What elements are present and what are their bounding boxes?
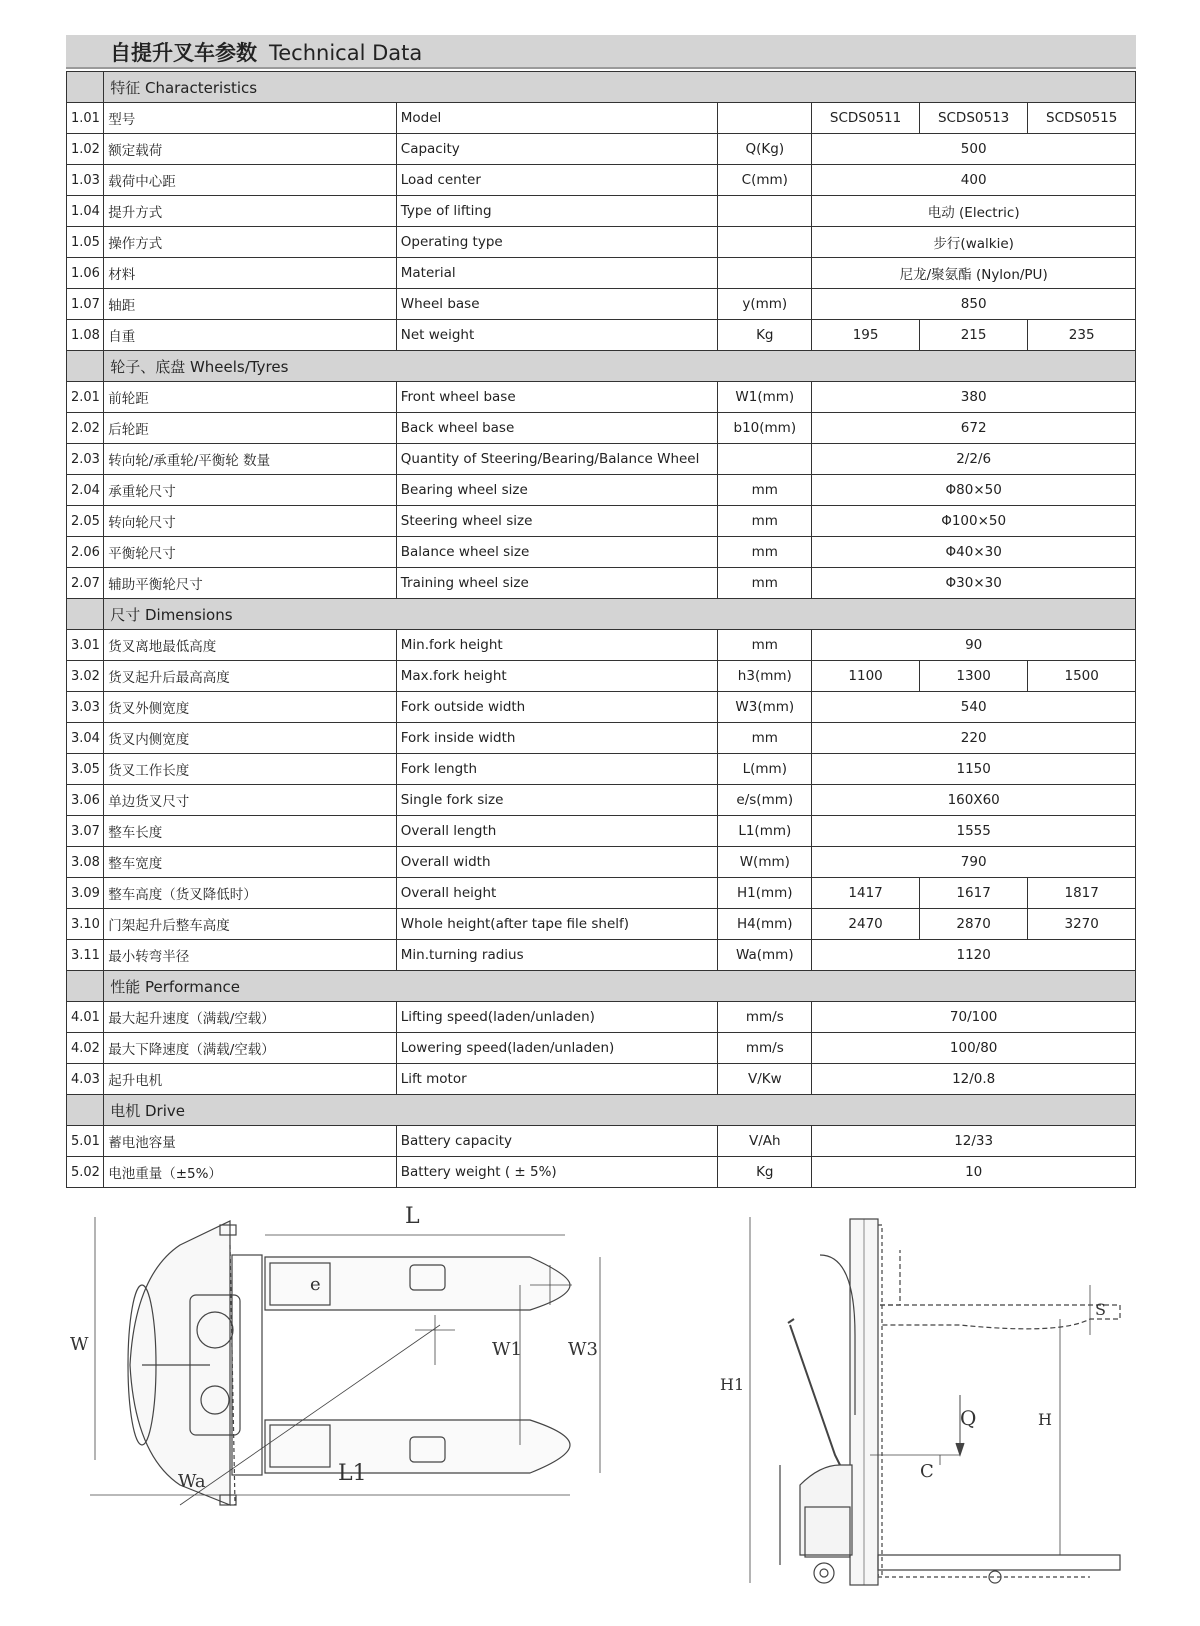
- param-name-en: Operating type: [396, 227, 718, 258]
- table-row: [67, 692, 1136, 723]
- table-row: [67, 909, 1136, 940]
- table-row: [67, 1157, 1136, 1188]
- param-value: 540: [812, 692, 1136, 723]
- param-unit: Kg: [718, 1157, 812, 1188]
- row-number: 2.07: [67, 568, 104, 599]
- param-unit: mm: [718, 475, 812, 506]
- param-value: SCDS0511: [812, 103, 920, 134]
- param-value: 195: [812, 320, 920, 351]
- dim-label-W1: W1: [492, 1339, 522, 1360]
- table-row: [67, 475, 1136, 506]
- param-unit: Kg: [718, 320, 812, 351]
- param-name-cn: 单边货叉尺寸: [104, 785, 397, 816]
- param-unit: mm/s: [718, 1002, 812, 1033]
- row-number: 3.03: [67, 692, 104, 723]
- dim-label-Wa: Wa: [178, 1471, 206, 1492]
- row-number: 1.07: [67, 289, 104, 320]
- top-view-drawing: [60, 1205, 620, 1535]
- dim-label-W3: W3: [568, 1339, 598, 1360]
- param-value: 1817: [1028, 878, 1136, 909]
- table-row: [67, 754, 1136, 785]
- param-name-cn: 操作方式: [104, 227, 397, 258]
- param-unit: C(mm): [718, 165, 812, 196]
- param-unit: [718, 444, 812, 475]
- param-unit: H4(mm): [718, 909, 812, 940]
- param-name-cn: 前轮距: [104, 382, 397, 413]
- row-number: 3.01: [67, 630, 104, 661]
- table-row: [67, 878, 1136, 909]
- param-value: 1555: [812, 816, 1136, 847]
- param-name-en: Overall height: [396, 878, 718, 909]
- param-value: 12/33: [812, 1126, 1136, 1157]
- param-name-cn: 货叉内侧宽度: [104, 723, 397, 754]
- param-unit: b10(mm): [718, 413, 812, 444]
- param-name-en: Capacity: [396, 134, 718, 165]
- dim-label-C: C: [920, 1461, 934, 1482]
- param-value: 2/2/6: [812, 444, 1136, 475]
- row-number: 1.01: [67, 103, 104, 134]
- param-name-en: Balance wheel size: [396, 537, 718, 568]
- dim-label-H1: H1: [720, 1375, 745, 1394]
- param-name-cn: 载荷中心距: [104, 165, 397, 196]
- param-unit: [718, 103, 812, 134]
- param-value: 70/100: [812, 1002, 1136, 1033]
- param-name-en: Min.turning radius: [396, 940, 718, 971]
- param-name-cn: 材料: [104, 258, 397, 289]
- param-name-en: Min.fork height: [396, 630, 718, 661]
- param-unit: mm: [718, 723, 812, 754]
- param-name-en: Steering wheel size: [396, 506, 718, 537]
- table-row: [67, 1033, 1136, 1064]
- param-value: 电动 (Electric): [812, 196, 1136, 227]
- title-cn: 自提升叉车参数: [110, 41, 257, 65]
- row-number: 3.07: [67, 816, 104, 847]
- param-unit: mm: [718, 537, 812, 568]
- table-row: [67, 444, 1136, 475]
- param-unit: mm: [718, 630, 812, 661]
- row-number: 2.02: [67, 413, 104, 444]
- row-number: 5.01: [67, 1126, 104, 1157]
- param-name-cn: 提升方式: [104, 196, 397, 227]
- param-unit: h3(mm): [718, 661, 812, 692]
- param-value: Φ30×30: [812, 568, 1136, 599]
- page-title: [110, 37, 422, 67]
- param-name-en: Fork outside width: [396, 692, 718, 723]
- section-title: 电机 Drive: [104, 1095, 1136, 1126]
- param-unit: Q(Kg): [718, 134, 812, 165]
- row-number: 1.05: [67, 227, 104, 258]
- param-value: 3270: [1028, 909, 1136, 940]
- param-name-cn: 自重: [104, 320, 397, 351]
- row-number: 2.05: [67, 506, 104, 537]
- param-value: 1500: [1028, 661, 1136, 692]
- param-value: 220: [812, 723, 1136, 754]
- row-number: 3.10: [67, 909, 104, 940]
- param-name-en: Lifting speed(laden/unladen): [396, 1002, 718, 1033]
- row-number: 1.08: [67, 320, 104, 351]
- param-name-cn: 最小转弯半径: [104, 940, 397, 971]
- param-name-en: Lowering speed(laden/unladen): [396, 1033, 718, 1064]
- param-value: 1417: [812, 878, 920, 909]
- param-unit: H1(mm): [718, 878, 812, 909]
- param-value: SCDS0515: [1028, 103, 1136, 134]
- param-name-en: Overall width: [396, 847, 718, 878]
- section-number-cell: [67, 599, 104, 630]
- table-row: [67, 320, 1136, 351]
- table-row: [67, 382, 1136, 413]
- param-name-cn: 电池重量（±5%）: [104, 1157, 397, 1188]
- table-row: [67, 165, 1136, 196]
- table-row: [67, 661, 1136, 692]
- dim-label-e: e: [310, 1274, 321, 1295]
- param-name-en: Overall length: [396, 816, 718, 847]
- table-row: [67, 134, 1136, 165]
- table-row: [67, 196, 1136, 227]
- param-value: 2470: [812, 909, 920, 940]
- dim-label-H: H: [1038, 1410, 1052, 1429]
- param-unit: V/Kw: [718, 1064, 812, 1095]
- param-name-en: Whole height(after tape file shelf): [396, 909, 718, 940]
- param-value: 90: [812, 630, 1136, 661]
- dim-label-W: W: [70, 1334, 89, 1355]
- row-number: 1.04: [67, 196, 104, 227]
- section-title: 尺寸 Dimensions: [104, 599, 1136, 630]
- param-unit: mm: [718, 568, 812, 599]
- section-number-cell: [67, 971, 104, 1002]
- param-value: 215: [919, 320, 1028, 351]
- section-title: 轮子、底盘 Wheels/Tyres: [104, 351, 1136, 382]
- table-row: [67, 258, 1136, 289]
- param-name-cn: 整车高度（货叉降低时）: [104, 878, 397, 909]
- param-name-cn: 蓄电池容量: [104, 1126, 397, 1157]
- param-value: 160X60: [812, 785, 1136, 816]
- dim-label-Q: Q: [960, 1406, 977, 1430]
- param-unit: mm/s: [718, 1033, 812, 1064]
- param-name-en: Net weight: [396, 320, 718, 351]
- param-name-en: Load center: [396, 165, 718, 196]
- param-name-en: Training wheel size: [396, 568, 718, 599]
- param-name-en: Quantity of Steering/Bearing/Balance Wheel: [396, 444, 718, 475]
- row-number: 1.03: [67, 165, 104, 196]
- section-header-row: [67, 971, 1136, 1002]
- param-name-cn: 货叉离地最低高度: [104, 630, 397, 661]
- param-name-cn: 承重轮尺寸: [104, 475, 397, 506]
- param-name-cn: 整车宽度: [104, 847, 397, 878]
- param-value: SCDS0513: [919, 103, 1028, 134]
- param-value: 尼龙/聚氨酯 (Nylon/PU): [812, 258, 1136, 289]
- table-row: [67, 506, 1136, 537]
- param-name-en: Front wheel base: [396, 382, 718, 413]
- param-name-en: Model: [396, 103, 718, 134]
- param-name-cn: 转向轮/承重轮/平衡轮 数量: [104, 444, 397, 475]
- param-value: 100/80: [812, 1033, 1136, 1064]
- row-number: 5.02: [67, 1157, 104, 1188]
- table-row: [67, 289, 1136, 320]
- param-name-cn: 转向轮尺寸: [104, 506, 397, 537]
- param-name-cn: 整车长度: [104, 816, 397, 847]
- param-value: Φ40×30: [812, 537, 1136, 568]
- table-row: [67, 1126, 1136, 1157]
- table-row: [67, 1002, 1136, 1033]
- param-name-en: Back wheel base: [396, 413, 718, 444]
- param-name-en: Fork length: [396, 754, 718, 785]
- row-number: 4.03: [67, 1064, 104, 1095]
- technical-data-table: [66, 71, 1136, 1188]
- row-number: 3.05: [67, 754, 104, 785]
- param-name-en: Lift motor: [396, 1064, 718, 1095]
- table-row: [67, 568, 1136, 599]
- row-number: 2.01: [67, 382, 104, 413]
- table-row: [67, 785, 1136, 816]
- row-number: 3.11: [67, 940, 104, 971]
- section-number-cell: [67, 72, 104, 103]
- param-value: 500: [812, 134, 1136, 165]
- param-name-cn: 起升电机: [104, 1064, 397, 1095]
- dim-label-S: S: [1095, 1300, 1106, 1319]
- row-number: 4.01: [67, 1002, 104, 1033]
- table-row: [67, 227, 1136, 258]
- param-unit: Wa(mm): [718, 940, 812, 971]
- param-unit: W1(mm): [718, 382, 812, 413]
- row-number: 4.02: [67, 1033, 104, 1064]
- param-value: 步行(walkie): [812, 227, 1136, 258]
- section-title: 特征 Characteristics: [104, 72, 1136, 103]
- param-value: Φ80×50: [812, 475, 1136, 506]
- param-name-cn: 辅助平衡轮尺寸: [104, 568, 397, 599]
- row-number: 1.06: [67, 258, 104, 289]
- param-name-en: Material: [396, 258, 718, 289]
- param-unit: y(mm): [718, 289, 812, 320]
- param-value: 235: [1028, 320, 1136, 351]
- param-name-cn: 最大起升速度（满载/空载）: [104, 1002, 397, 1033]
- param-value: 1617: [919, 878, 1028, 909]
- row-number: 3.08: [67, 847, 104, 878]
- table-row: [67, 816, 1136, 847]
- table-row: [67, 1064, 1136, 1095]
- section-header-row: [67, 72, 1136, 103]
- param-value: 850: [812, 289, 1136, 320]
- param-value: 10: [812, 1157, 1136, 1188]
- param-value: Φ100×50: [812, 506, 1136, 537]
- param-name-en: Max.fork height: [396, 661, 718, 692]
- param-unit: L(mm): [718, 754, 812, 785]
- table-row: [67, 940, 1136, 971]
- dim-label-L: L: [405, 1204, 420, 1229]
- title-bar: [66, 35, 1136, 69]
- table-row: [67, 537, 1136, 568]
- table-row: [67, 847, 1136, 878]
- param-unit: [718, 196, 812, 227]
- param-name-en: Fork inside width: [396, 723, 718, 754]
- title-en: Technical Data: [269, 41, 423, 65]
- param-name-cn: 型号: [104, 103, 397, 134]
- param-name-cn: 轴距: [104, 289, 397, 320]
- table-row: [67, 723, 1136, 754]
- param-name-cn: 货叉外侧宽度: [104, 692, 397, 723]
- param-name-en: Battery capacity: [396, 1126, 718, 1157]
- param-unit: W(mm): [718, 847, 812, 878]
- param-value: 1120: [812, 940, 1136, 971]
- param-value: 790: [812, 847, 1136, 878]
- param-name-cn: 平衡轮尺寸: [104, 537, 397, 568]
- param-name-cn: 额定载荷: [104, 134, 397, 165]
- param-value: 2870: [919, 909, 1028, 940]
- table-row: [67, 103, 1136, 134]
- param-value: 672: [812, 413, 1136, 444]
- row-number: 3.02: [67, 661, 104, 692]
- param-name-cn: 最大下降速度（满载/空载）: [104, 1033, 397, 1064]
- param-name-en: Single fork size: [396, 785, 718, 816]
- row-number: 2.04: [67, 475, 104, 506]
- param-value: 400: [812, 165, 1136, 196]
- param-unit: mm: [718, 506, 812, 537]
- param-value: 1300: [919, 661, 1028, 692]
- dim-label-L1: L1: [338, 1461, 367, 1486]
- param-name-cn: 货叉工作长度: [104, 754, 397, 785]
- param-name-cn: 门架起升后整车高度: [104, 909, 397, 940]
- section-number-cell: [67, 1095, 104, 1126]
- param-unit: V/Ah: [718, 1126, 812, 1157]
- row-number: 1.02: [67, 134, 104, 165]
- param-unit: L1(mm): [718, 816, 812, 847]
- param-name-cn: 后轮距: [104, 413, 397, 444]
- param-unit: [718, 227, 812, 258]
- param-name-en: Wheel base: [396, 289, 718, 320]
- param-name-en: Type of lifting: [396, 196, 718, 227]
- row-number: 3.06: [67, 785, 104, 816]
- param-unit: [718, 258, 812, 289]
- section-header-row: [67, 351, 1136, 382]
- section-number-cell: [67, 351, 104, 382]
- param-unit: e/s(mm): [718, 785, 812, 816]
- section-header-row: [67, 599, 1136, 630]
- table-row: [67, 413, 1136, 444]
- param-unit: W3(mm): [718, 692, 812, 723]
- row-number: 3.04: [67, 723, 104, 754]
- row-number: 2.03: [67, 444, 104, 475]
- param-name-en: Battery weight ( ± 5%): [396, 1157, 718, 1188]
- row-number: 2.06: [67, 537, 104, 568]
- param-value: 12/0.8: [812, 1064, 1136, 1095]
- param-value: 380: [812, 382, 1136, 413]
- param-name-cn: 货叉起升后最高高度: [104, 661, 397, 692]
- side-view-drawing: [720, 1215, 1160, 1615]
- row-number: 3.09: [67, 878, 104, 909]
- section-title: 性能 Performance: [104, 971, 1136, 1002]
- section-header-row: [67, 1095, 1136, 1126]
- param-name-en: Bearing wheel size: [396, 475, 718, 506]
- param-value: 1150: [812, 754, 1136, 785]
- table-row: [67, 630, 1136, 661]
- param-value: 1100: [812, 661, 920, 692]
